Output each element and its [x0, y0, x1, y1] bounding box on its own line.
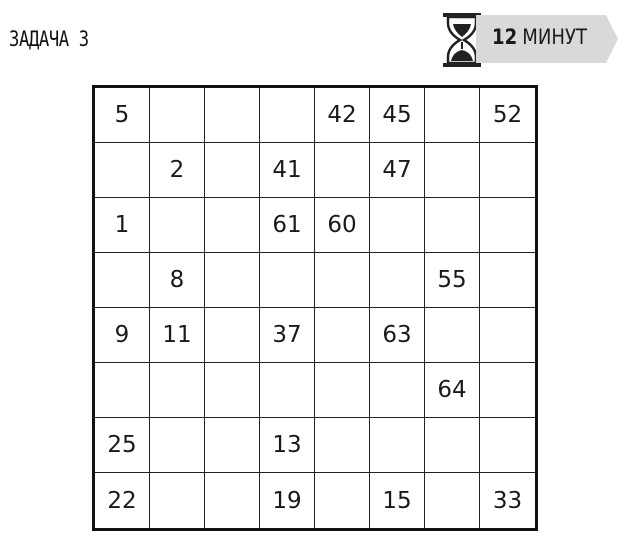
grid-cell-empty[interactable] — [480, 308, 535, 363]
grid-cell-number[interactable]: 22 — [95, 473, 150, 528]
grid-cell-empty[interactable] — [205, 363, 260, 418]
grid-cell-number[interactable]: 61 — [260, 198, 315, 253]
grid-cell-number[interactable]: 41 — [260, 143, 315, 198]
timer-text — [492, 25, 587, 49]
grid-cell-empty[interactable] — [425, 473, 480, 528]
grid-cell-number[interactable]: 8 — [150, 253, 205, 308]
grid-cell-empty[interactable] — [480, 143, 535, 198]
grid-cell-number[interactable]: 9 — [95, 308, 150, 363]
timer-unit: МИНУТ — [522, 25, 588, 49]
grid-cell-empty[interactable] — [370, 253, 425, 308]
grid-cell-empty[interactable] — [480, 253, 535, 308]
grid-cell-empty[interactable] — [425, 198, 480, 253]
grid-cell-empty[interactable] — [315, 143, 370, 198]
grid-cell-number[interactable]: 45 — [370, 88, 425, 143]
grid-cell-empty[interactable] — [95, 143, 150, 198]
grid-cell-number[interactable]: 25 — [95, 418, 150, 473]
grid-cell-empty[interactable] — [480, 363, 535, 418]
grid-cell-number[interactable]: 63 — [370, 308, 425, 363]
grid-cell-empty[interactable] — [370, 198, 425, 253]
grid-cell-number[interactable]: 11 — [150, 308, 205, 363]
grid-cell-empty[interactable] — [205, 143, 260, 198]
grid-cell-empty[interactable] — [425, 308, 480, 363]
grid-cell-empty[interactable] — [315, 253, 370, 308]
grid-cell-empty[interactable] — [150, 473, 205, 528]
grid-cell-empty[interactable] — [480, 198, 535, 253]
grid-cell-number[interactable]: 5 — [95, 88, 150, 143]
grid-cell-empty[interactable] — [95, 253, 150, 308]
grid-cell-empty[interactable] — [150, 418, 205, 473]
grid-cell-empty[interactable] — [315, 473, 370, 528]
grid-cell-number[interactable]: 33 — [492, 487, 523, 514]
grid-cell-number[interactable]: 52 — [480, 88, 535, 143]
grid-cell-empty[interactable] — [205, 418, 260, 473]
grid-cell-empty[interactable] — [315, 418, 370, 473]
grid-cell-empty[interactable] — [260, 363, 315, 418]
grid-cell-empty[interactable] — [425, 143, 480, 198]
grid-cell-number[interactable]: 15 — [370, 473, 425, 528]
grid-cell-empty[interactable] — [370, 363, 425, 418]
grid-cell-number[interactable]: 47 — [370, 143, 425, 198]
grid-cell-number[interactable]: 55 — [425, 253, 480, 308]
puzzle-grid — [92, 85, 538, 531]
grid-cell-empty[interactable] — [205, 88, 260, 143]
grid-cell-empty[interactable] — [315, 308, 370, 363]
grid-cell-empty[interactable] — [205, 253, 260, 308]
grid-cell-empty[interactable] — [205, 473, 260, 528]
grid-cell-empty[interactable] — [205, 308, 260, 363]
grid-cell-number[interactable]: 13 — [260, 418, 315, 473]
grid-cell-number[interactable]: 37 — [260, 308, 315, 363]
grid-cell-empty[interactable] — [425, 418, 480, 473]
grid-cell-empty[interactable] — [150, 198, 205, 253]
grid-cell-number[interactable]: 19 — [260, 473, 315, 528]
task-title: ЗАДАЧА 3 — [9, 27, 89, 51]
grid-cell-empty[interactable] — [205, 198, 260, 253]
grid-cell-empty[interactable] — [315, 363, 370, 418]
grid-cell-empty[interactable] — [260, 88, 315, 143]
timer-value: 12 — [492, 25, 518, 49]
grid-cell-number[interactable]: 1 — [95, 198, 150, 253]
grid-cell-number[interactable]: 64 — [425, 363, 480, 418]
grid-cell-empty[interactable] — [370, 418, 425, 473]
grid-cell-number[interactable]: 60 — [315, 198, 370, 253]
grid-cell-number[interactable]: 42 — [315, 88, 370, 143]
grid-cell-empty[interactable] — [150, 363, 205, 418]
grid-cell-empty[interactable] — [95, 363, 150, 418]
grid-cell-empty[interactable] — [260, 253, 315, 308]
grid-cell-empty[interactable] — [425, 88, 480, 143]
grid-cell-number[interactable]: 2 — [150, 143, 205, 198]
grid-cell-empty[interactable] — [150, 88, 205, 143]
grid-cell-empty[interactable] — [480, 418, 535, 473]
timer-badge — [440, 11, 620, 69]
